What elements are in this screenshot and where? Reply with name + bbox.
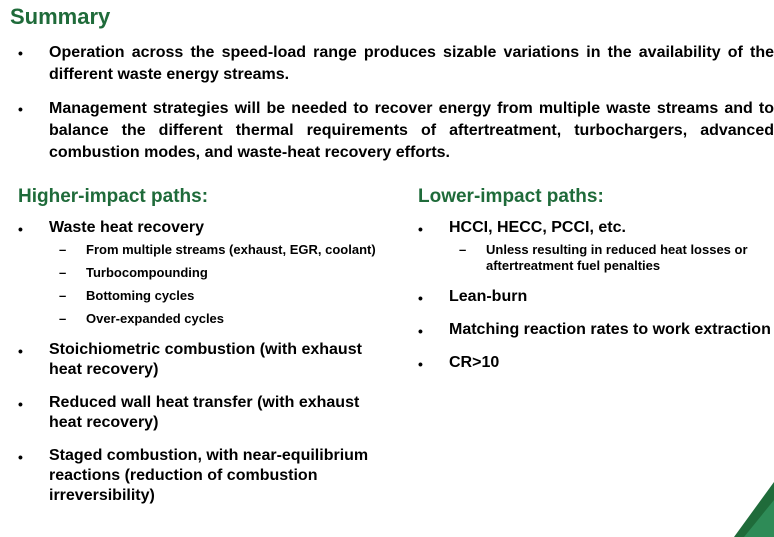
item-text: Lean-burn: [449, 288, 528, 305]
higher-impact-list: [18, 218, 378, 506]
sub-item: [49, 242, 378, 258]
corner-decoration-icon: [734, 482, 774, 537]
list-item: [418, 320, 774, 340]
higher-impact-heading: Higher-impact paths:: [18, 186, 209, 207]
dash-icon: –: [459, 242, 467, 257]
top-bullet-item: [18, 98, 774, 164]
lower-impact-list: [418, 218, 774, 373]
list-item: [18, 340, 378, 380]
item-text: Matching reaction rates to work extraction: [449, 321, 771, 338]
dash-icon: –: [59, 288, 67, 303]
sub-item: [49, 311, 378, 327]
dash-icon: –: [59, 311, 67, 326]
bullet-icon: •: [18, 343, 23, 359]
sub-item-text: Unless resulting in reduced heat losses or aftertreatment fuel penalties: [486, 242, 748, 273]
sub-item: [49, 265, 378, 281]
bullet-icon: •: [18, 45, 23, 61]
item-text: CR>10: [449, 354, 500, 371]
sub-item-text: Over-expanded cycles: [86, 311, 225, 326]
bullet-icon: •: [18, 221, 23, 237]
list-item: [418, 353, 774, 373]
sub-item-text: From multiple streams (exhaust, EGR, coolant): [86, 242, 376, 257]
lower-impact-column: [418, 184, 774, 386]
higher-impact-column: [18, 184, 378, 519]
sub-item: [49, 288, 378, 304]
bullet-icon: •: [18, 396, 23, 412]
top-bullet-text: Operation across the speed-load range produces sizable variations in the availability of the different waste energy streams.: [49, 44, 774, 83]
bullet-icon: •: [418, 221, 423, 237]
top-bullet-list: [18, 42, 774, 176]
sub-list: [449, 242, 774, 274]
bullet-icon: •: [418, 356, 423, 372]
item-text: Staged combustion, with near-equilibrium reactions (reduction of combustion irreversibility): [49, 447, 369, 504]
list-item: [418, 287, 774, 307]
item-text: Waste heat recovery: [49, 219, 205, 236]
bullet-icon: •: [18, 449, 23, 465]
item-text: HCCI, HECC, PCCI, etc.: [449, 219, 626, 236]
item-text: Stoichiometric combustion (with exhaust heat recovery): [49, 341, 362, 378]
sub-list: [49, 242, 378, 327]
item-text: Reduced wall heat transfer (with exhaust heat recovery): [49, 394, 360, 431]
lower-impact-heading: Lower-impact paths:: [418, 186, 604, 207]
list-item: [18, 393, 378, 433]
list-item: [18, 446, 378, 506]
top-bullet-item: [18, 42, 774, 86]
bullet-icon: •: [18, 101, 23, 117]
list-item: [18, 218, 378, 327]
sub-item-text: Bottoming cycles: [86, 288, 195, 303]
list-item: [418, 218, 774, 274]
dash-icon: –: [59, 242, 67, 257]
bullet-icon: •: [418, 323, 423, 339]
top-bullet-text: Management strategies will be needed to recover energy from multiple waste streams and to balance the different thermal requirements of aftertreatment, turbochargers, advanced combustion modes, and waste-heat recovery efforts.: [49, 100, 774, 161]
bullet-icon: •: [418, 290, 423, 306]
sub-item-text: Turbocompounding: [86, 265, 208, 280]
dash-icon: –: [59, 265, 67, 280]
sub-item: [449, 242, 774, 274]
page-title: Summary: [10, 4, 111, 29]
